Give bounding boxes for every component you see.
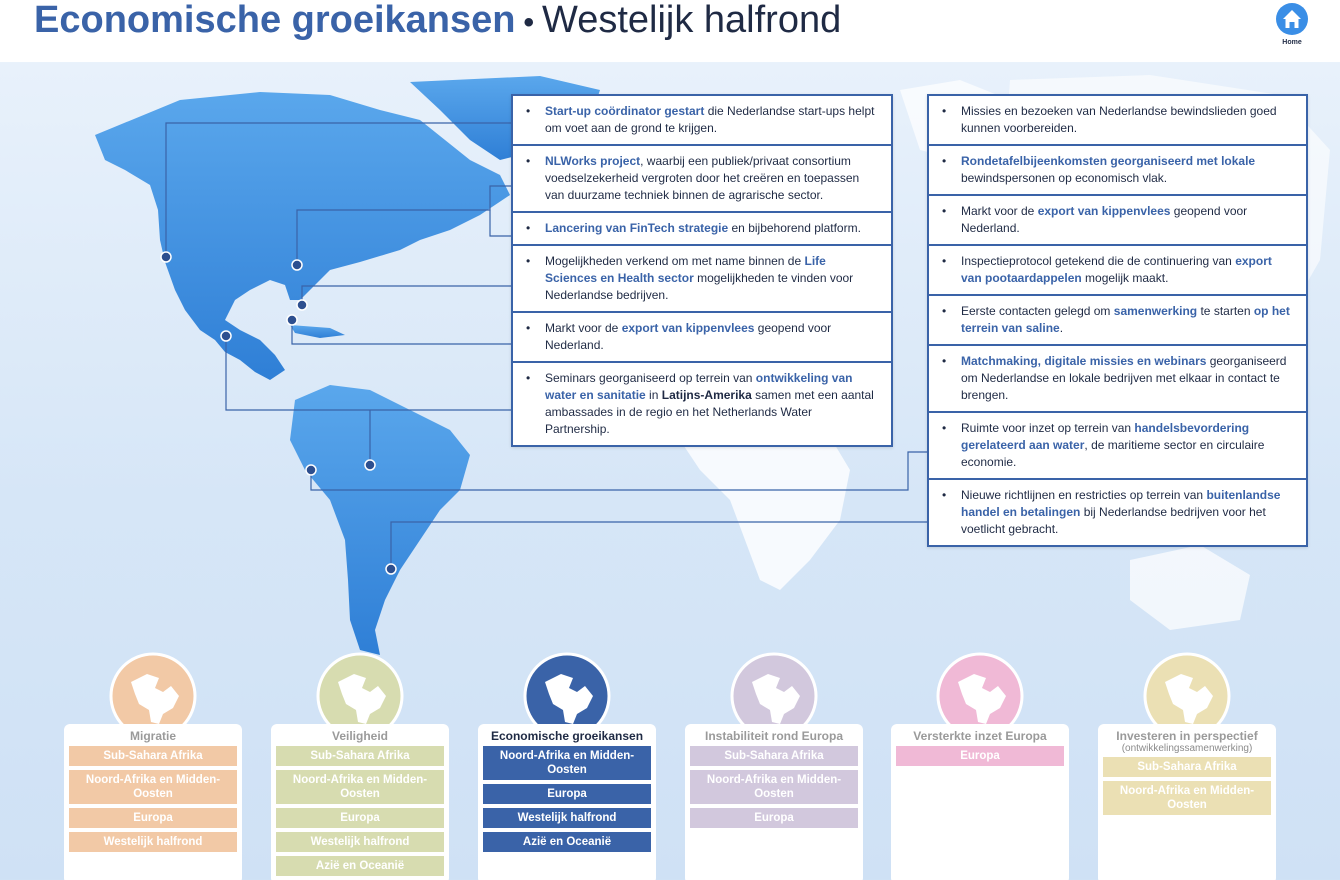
item-text: Missies en bezoeken van Nederlandse bewindslieden goed kunnen voorbereiden.	[961, 104, 1277, 135]
item-highlight: Lancering van FinTech strategie	[545, 221, 729, 235]
item-highlight: Life Sciences en Health sector	[545, 254, 826, 285]
item-text: Nieuwe richtlijnen en restricties op terrein van	[961, 488, 1207, 502]
region-button[interactable]: Sub-Sahara Afrika	[690, 746, 858, 766]
marker-brazil[interactable]	[365, 460, 375, 470]
left-info-panel	[511, 94, 893, 447]
theme-card-title[interactable]: Investeren in perspectief	[1116, 729, 1258, 743]
list-item	[929, 96, 1306, 146]
region-button[interactable]: Europa	[896, 746, 1064, 766]
item-highlight: export van kippenvlees	[1037, 204, 1171, 218]
list-item	[929, 480, 1306, 545]
list-item	[513, 96, 891, 146]
item-text: mogelijk maakt.	[1081, 271, 1169, 285]
item-highlight: samenwerking	[1113, 304, 1198, 318]
region-button[interactable]: Noord-Afrika en Midden-Oosten	[483, 746, 651, 780]
theme-card	[478, 724, 656, 880]
item-strong: Latijns-Amerika	[661, 388, 752, 402]
region-button[interactable]: Westelijk halfrond	[483, 808, 651, 828]
region-button[interactable]: Westelijk halfrond	[276, 832, 444, 852]
list-item	[929, 346, 1306, 413]
australia-shape	[1130, 545, 1250, 630]
region-button[interactable]: Sub-Sahara Afrika	[69, 746, 237, 766]
page-title	[34, 0, 841, 45]
item-text: georganiseerd om Nederlandse en lokale bedrijven met elkaar in contact te brengen.	[961, 354, 1287, 402]
marker-cuba[interactable]	[297, 300, 307, 310]
list-item	[929, 246, 1306, 296]
theme-cards	[0, 652, 1340, 880]
region-button[interactable]: Europa	[690, 808, 858, 828]
region-button[interactable]: Noord-Afrika en Midden-Oosten	[1103, 781, 1271, 815]
list-item	[929, 196, 1306, 246]
right-info-panel	[927, 94, 1308, 547]
theme-card	[685, 724, 863, 880]
item-highlight: Start-up coördinator gestart	[545, 104, 705, 118]
list-item	[929, 146, 1306, 196]
list-item	[513, 313, 891, 363]
item-text: en bijbehorend platform.	[728, 221, 861, 235]
item-highlight: NLWorks project	[545, 154, 641, 168]
home-label: Home	[1282, 39, 1302, 46]
item-text: , de maritieme sector en circulaire economie.	[961, 438, 1265, 469]
region-button[interactable]: Noord-Afrika en Midden-Oosten	[69, 770, 237, 804]
item-text: Eerste contacten gelegd om	[961, 304, 1114, 318]
item-text: Ruimte voor inzet op terrein van	[961, 421, 1135, 435]
item-highlight: Matchmaking, digitale missies en webinars	[961, 354, 1207, 368]
item-text: bewindspersonen op economisch vlak.	[961, 171, 1168, 185]
item-text: Inspectieprotocol getekend die de continuering van	[961, 254, 1236, 268]
north-america-shape	[95, 92, 510, 380]
page-title-region: Westelijk halfrond	[542, 0, 842, 41]
item-highlight: ontwikkeling van water en sanitatie	[545, 371, 853, 402]
region-button[interactable]: Azië en Oceanië	[276, 856, 444, 876]
item-highlight: handelsbevordering gerelateerd aan water	[961, 421, 1250, 452]
item-highlight: export van pootaardappelen	[961, 254, 1272, 285]
region-button[interactable]: Europa	[483, 784, 651, 804]
title-separator: •	[523, 6, 535, 39]
item-text: in	[645, 388, 662, 402]
item-text: Markt voor de	[545, 321, 622, 335]
item-highlight: op het terrein van saline	[961, 304, 1290, 335]
theme-card-title[interactable]: Migratie	[129, 729, 176, 743]
south-america-shape	[290, 385, 470, 655]
home-icon	[1275, 2, 1309, 36]
region-button[interactable]: Azië en Oceanië	[483, 832, 651, 852]
item-highlight: Rondetafelbijeenkomsten georganiseerd met lokale	[961, 154, 1256, 168]
theme-card-subtitle: (ontwikkelingssamenwerking)	[1121, 743, 1253, 754]
region-button[interactable]: Europa	[69, 808, 237, 828]
item-highlight: buitenlandse handel en betalingen	[961, 488, 1281, 519]
theme-card	[891, 724, 1069, 880]
marker-argentina[interactable]	[386, 564, 396, 574]
list-item	[929, 296, 1306, 346]
list-item	[513, 146, 891, 213]
item-text: .	[1059, 321, 1064, 335]
caribbean-shape	[290, 325, 345, 338]
marker-peru[interactable]	[306, 465, 316, 475]
theme-card-title[interactable]: Instabiliteit rond Europa	[704, 729, 843, 743]
item-text: Mogelijkheden verkend om met name binnen de	[545, 254, 805, 268]
home-button[interactable]	[1272, 2, 1312, 46]
theme-card	[64, 724, 242, 880]
item-text: , waarbij een publiek/privaat consortium voedselzekerheid vergroten door het creëren en toepassen van duurzame techniek binnen de agrarische sector.	[545, 154, 860, 202]
item-text: geopend voor Nederland.	[545, 321, 832, 352]
region-button[interactable]: Europa	[276, 808, 444, 828]
list-item	[513, 213, 891, 246]
theme-card-title[interactable]: Veiligheid	[331, 729, 388, 743]
region-button[interactable]: Westelijk halfrond	[69, 832, 237, 852]
region-button[interactable]: Sub-Sahara Afrika	[276, 746, 444, 766]
region-button[interactable]: Noord-Afrika en Midden-Oosten	[690, 770, 858, 804]
page-title-topic: Economische groeikansen	[34, 0, 516, 41]
item-text: Markt voor de	[961, 204, 1038, 218]
marker-mexico-north[interactable]	[161, 252, 171, 262]
marker-mexico[interactable]	[221, 331, 231, 341]
list-item	[513, 363, 891, 445]
item-text: Seminars georganiseerd op terrein van	[545, 371, 756, 385]
item-highlight: export van kippenvlees	[621, 321, 755, 335]
item-text: mogelijkheden te vinden voor Nederlandse bedrijven.	[545, 271, 854, 302]
list-item	[929, 413, 1306, 480]
theme-card	[1098, 724, 1276, 880]
marker-caribbean[interactable]	[287, 315, 297, 325]
theme-card-title[interactable]: Versterkte inzet Europa	[913, 729, 1047, 743]
item-text: te starten	[1197, 304, 1254, 318]
region-button[interactable]: Sub-Sahara Afrika	[1103, 757, 1271, 777]
item-text: bij Nederlandse bedrijven voor het voetlicht gebracht.	[961, 505, 1266, 536]
header	[0, 0, 1340, 62]
theme-card	[271, 724, 449, 880]
list-item	[513, 246, 891, 313]
region-button[interactable]: Noord-Afrika en Midden-Oosten	[276, 770, 444, 804]
item-text: samen met een aantal ambassades in de regio en het Netherlands Water Partnership.	[545, 388, 874, 436]
theme-card-title[interactable]: Economische groeikansen	[490, 729, 644, 743]
item-text: die Nederlandse start-ups helpt om voet aan de grond te krijgen.	[545, 104, 875, 135]
marker-usa[interactable]	[292, 260, 302, 270]
item-text: geopend voor Nederland.	[961, 204, 1248, 235]
